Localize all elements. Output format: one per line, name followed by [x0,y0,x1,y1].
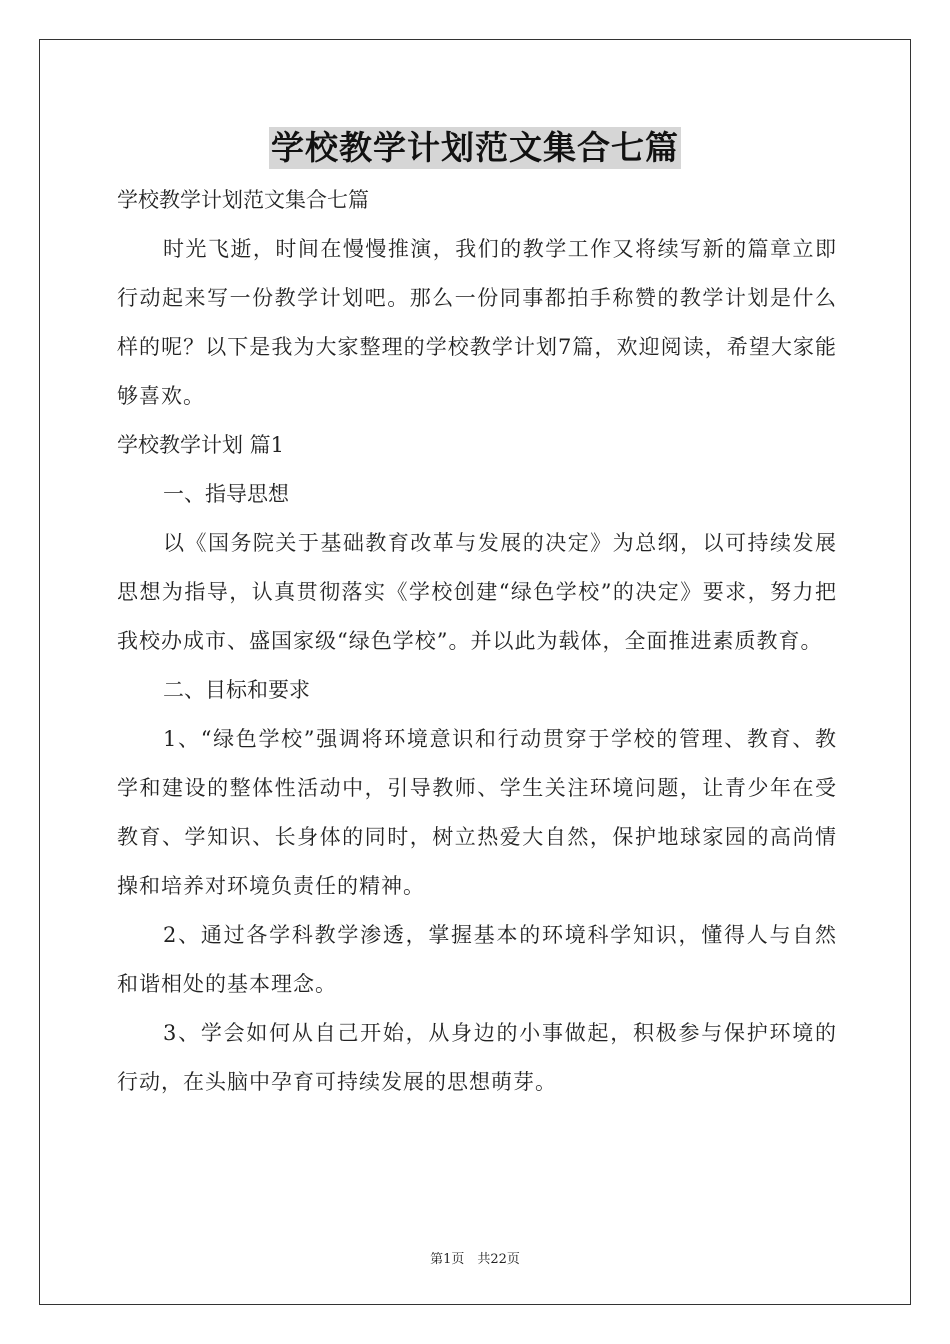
paragraph-guiding-ideology: 以《国务院关于基础教育改革与发展的决定》为总纲，以可持续发展思想为指导，认真贯彻落实《学校创建“绿色学校”的决定》要求，努力把我校办成市、盛国家级“绿色学校”。并以此为载体，全面推进素质教育。 [117,531,837,653]
goal-item-3: 3、学会如何从自己开始，从身边的小事做起，积极参与保护环境的行动，在头脑中孕育可持续发展的思想萌芽。 [117,1021,837,1094]
heading-guiding-ideology: 一、指导思想 [163,482,289,506]
title-container [0,127,950,169]
document-body [117,176,837,1107]
document-title: 学校教学计划范文集合七篇 [271,128,679,167]
section-title: 学校教学计划 篇1 [117,433,285,457]
document-subtitle: 学校教学计划范文集合七篇 [117,188,369,212]
goal-item-1: 1、“绿色学校”强调将环境意识和行动贯穿于学校的管理、教育、教学和建设的整体性活动中，引导教师、学生关注环境问题，让青少年在受教育、学知识、长身体的同时，树立热爱大自然，保护地球家园的高尚情操和培养对环境负责任的精神。 [117,727,837,898]
page-footer: 第1页 共22页 [430,1252,520,1267]
heading-goals: 二、目标和要求 [163,678,310,702]
intro-paragraph: 时光飞逝，时间在慢慢推演，我们的教学工作又将续写新的篇章立即行动起来写一份教学计划吧。那么一份同事都拍手称赞的教学计划是什么样的呢？以下是我为大家整理的学校教学计划7篇，欢迎阅读，希望大家能够喜欢。 [117,237,837,408]
goal-item-2: 2、通过各学科教学渗透，掌握基本的环境科学知识，懂得人与自然和谐相处的基本理念。 [117,923,837,996]
